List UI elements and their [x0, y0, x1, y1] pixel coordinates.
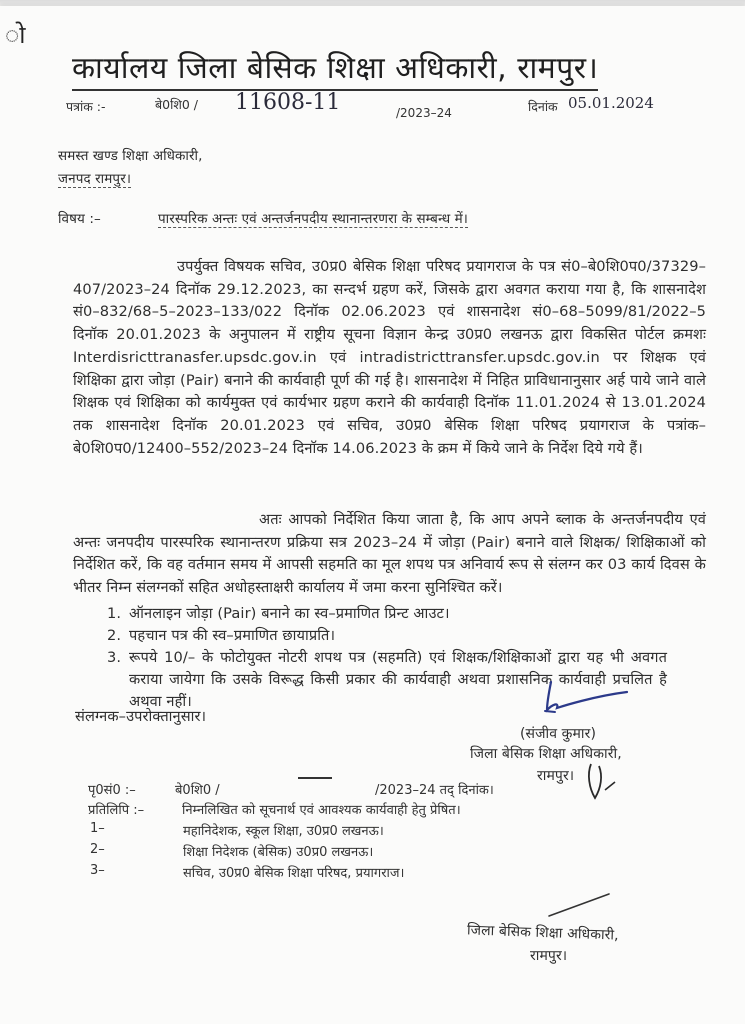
- attachment-text: ऑनलाइन जोड़ा (Pair) बनाने का स्व–प्रमाणित प्रिन्ट आउट।: [129, 605, 450, 622]
- reference-label: पत्रांक :-: [66, 99, 106, 114]
- recipient-number: 2–: [90, 842, 105, 857]
- recipient-number: 3–: [90, 863, 105, 878]
- office-heading: कार्यालय जिला बेसिक शिक्षा अधिकारी, रामपुर।: [72, 46, 598, 91]
- reference-year: /2023–24: [396, 106, 452, 120]
- attachment-text: रूपये 10/– के फोटोयुक्त नोटरी शपथ पत्र (सहमति) एवं शिक्षक/शिक्षिकाओं द्वारा यह भी अवगत कराया जायेगा कि उसके विरूद्ध किसी प्रकार की कार्यवाही अथवा प्रशासनिक कार्यवाही प्रचलित है अथवा नहीं।: [129, 649, 667, 710]
- corner-mark: ो: [5, 21, 26, 49]
- date-handwritten: 05.01.2024: [568, 94, 654, 112]
- addressee-line-1: समस्त खण्ड शिक्षा अधिकारी,: [58, 148, 203, 164]
- footer-place: रामपुर।: [530, 948, 568, 964]
- signatory-name: (संजीव कुमार): [520, 726, 597, 742]
- endorsement-label: पृ0सं0 :–: [88, 783, 136, 798]
- date-label: दिनांक: [528, 99, 558, 114]
- reference-prefix: बे0शि0 /: [155, 97, 198, 112]
- endorsement-blank-stroke: [298, 777, 332, 779]
- initials: [583, 758, 623, 808]
- recipient-text: महानिदेशक, स्कूल शिक्षा, उ0प्र0 लखनऊ।: [183, 824, 384, 839]
- letter-page: [0, 6, 745, 1024]
- recipient-number: 1–: [90, 821, 105, 836]
- subject-text: पारस्परिक अन्तः एवं अन्तर्जनपदीय स्थानान्तरणरा के सम्बन्ध में।: [158, 211, 469, 227]
- paragraph-1: उपर्युक्त विषयक सचिव, उ0प्र0 बेसिक शिक्षा परिषद प्रयागराज के पत्र सं0–बे0शि0प0/37329–407/2023–24 दिनॉक 29.12.2023, का सन्दर्भ ग्रहण करें, जिसके द्वारा अवगत कराया गया है, कि शासनादेश सं0–832/68–5–2023–133/022 दिनॉक 02.06.2023 एवं शासनादेश सं0–68–5099/81/2022–5 दिनॉक 20.01.2023 के अनुपालन में राष्ट्रीय सूचना विज्ञान केन्द्र उ0प्र0 लखनऊ द्वारा विकसित पोर्टल क्रमशः Interdisricttranasfer.upsdc.gov.in एवं intradistricttransfer.upsdc.gov.in पर शिक्षक एवं शिक्षिका द्वारा जोड़ा (Pair) बनाने की कार्यवाही पूर्ण की गई है। शासनादेश में निहित प्राविधानानुसार अर्ह पाये जाने वाले शिक्षक एवं शिक्षिका को कार्यमुक्त एवं कार्यभार ग्रहण कराने की कार्यवाही दिनॉक 11.01.2024 से 13.01.2024 तक शासनादेश दिनॉक 20.01.2023 एवं सचिव, उ0प्र0 बेसिक शिक्षा परिषद प्रयागराज के पत्रांक–बे0शि0प0/12400–552/2023–24 दिनॉक 14.06.2023 के क्रम में किये जाने के निर्देश दिये गये हैं।: [73, 258, 706, 457]
- attachment-number: 2.: [107, 627, 122, 644]
- attachment-number: 1.: [107, 605, 122, 622]
- attachment-item: [107, 603, 667, 625]
- enclosure-note: संलग्नक–उपरोक्तानुसार।: [75, 708, 207, 725]
- endorsement-prefix: बे0शि0 /: [175, 783, 220, 798]
- recipient-text: शिक्षा निदेशक (बेसिक) उ0प्र0 लखनऊ।: [183, 845, 374, 860]
- paragraph-2: अतः आपको निर्देशित किया जाता है, कि आप अपने ब्लाक के अन्तर्जनपदीय एवं अन्तः जनपदीय पारस्परिक स्थानान्तरण प्रक्रिया सत्र 2023–24 में जोड़ा (Pair) बनाने वाले शिक्षक/ शिक्षिकाओं को निर्देशित करें, कि वह वर्तमान समय में आपसी सहमति का मूल शपथ पत्र अनिवार्य रूप से संलग्न कर 03 कार्य दिवस के भीतर निम्न संलग्नकों सहित अधोहस्ताक्षरी कार्यालय में जमा करना सुनिश्चित करें।: [73, 511, 706, 597]
- signatory-designation: जिला बेसिक शिक्षा अधिकारी,: [470, 746, 622, 762]
- copy-text: निम्नलिखित को सूचनार्थ एवं आवश्यक कार्यवाही हेतु प्रेषित।: [182, 803, 461, 818]
- footer-designation: जिला बेसिक शिक्षा अधिकारी,: [466, 922, 619, 944]
- endorsement-year: /2023–24 तद् दिनांक।: [375, 783, 494, 798]
- signatory-place: रामपुर।: [537, 768, 575, 784]
- attachment-item: [107, 625, 667, 647]
- attachment-text: पहचान पत्र की स्व–प्रमाणित छायाप्रति।: [129, 627, 336, 644]
- copy-label: प्रतिलिपि :–: [88, 803, 145, 818]
- reference-number-handwritten: 11608-11: [235, 90, 341, 115]
- recipient-text: सचिव, उ0प्र0 बेसिक शिक्षा परिषद, प्रयागराज।: [183, 866, 405, 881]
- attachment-number: 3.: [107, 649, 122, 666]
- subject-label: विषय :–: [58, 211, 101, 227]
- signature: [535, 678, 635, 718]
- footer-signature-stroke: [545, 890, 615, 920]
- addressee-line-2: जनपद रामपुर।: [58, 171, 132, 187]
